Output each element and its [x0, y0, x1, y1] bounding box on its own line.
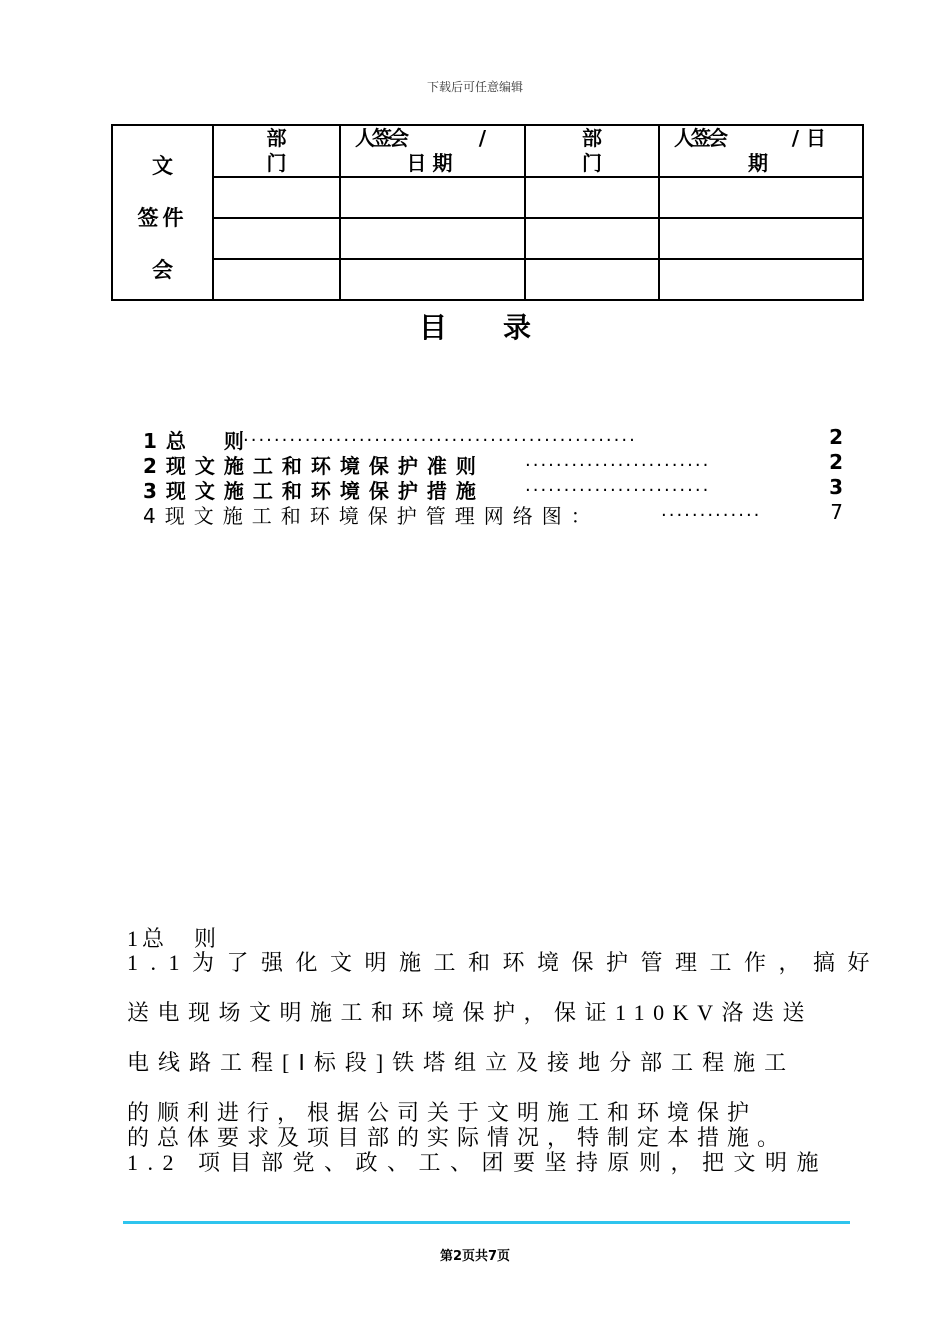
section-heading: 1总 则: [127, 926, 221, 951]
blank-cell[interactable]: [340, 218, 525, 259]
toc-dot-leader: ........................: [525, 475, 711, 496]
toc-page-number: 2: [829, 425, 843, 449]
blank-cell[interactable]: [213, 177, 340, 218]
toc-page-number: 3: [829, 475, 843, 499]
footer-divider: [123, 1221, 850, 1224]
blank-cell[interactable]: [340, 259, 525, 300]
toc-entry-label: 3现文施工和环境保护措施: [143, 479, 485, 503]
toc-page-number: 2: [829, 450, 843, 474]
body-line: 送电现场文明施工和环境保护，保证110KV洛迭送: [127, 1000, 813, 1025]
toc-title: 目录: [418, 311, 587, 344]
body-line: 的总体要求及项目部的实际情况，特制定本措施。: [127, 1125, 788, 1150]
dept-header-2: [525, 125, 659, 177]
toc-entry-label: 4现文施工和环境保护管理网络图：: [143, 504, 600, 528]
body-line: 电线路工程[Ⅰ标段]铁塔组立及接地分部工程施工: [127, 1050, 796, 1075]
toc-dot-leader: ...................................................: [243, 425, 637, 446]
countersign-table: [111, 124, 864, 301]
blank-cell[interactable]: [525, 218, 659, 259]
blank-cell[interactable]: [659, 177, 863, 218]
signer-date-header-2: [659, 125, 863, 177]
toc-entry-label: 1总 则: [143, 429, 253, 453]
signer-label: 人签会: [674, 126, 725, 150]
toc-entry-label: 2现文施工和环境保护准则: [143, 454, 485, 478]
blank-cell[interactable]: [659, 259, 863, 300]
toc-entry[interactable]: [143, 425, 843, 453]
toc-entry[interactable]: [143, 450, 843, 478]
blank-cell[interactable]: [340, 177, 525, 218]
date-label: 期: [748, 151, 774, 175]
dept-header-bottom: 门: [582, 151, 602, 175]
body-line: 的顺利进行，根据公司关于文明施工和环境保护: [127, 1100, 758, 1125]
label-qianjian: 签件: [137, 206, 188, 230]
slash: /: [478, 126, 486, 150]
countersign-label-cell: [112, 125, 213, 300]
toc-dot-leader: ........................: [525, 450, 711, 471]
signer-label: 人签会: [355, 126, 406, 150]
body-line: 1.1为了强化文明施工和环境保护管理工作，搞好: [127, 950, 883, 975]
toc-entry[interactable]: [143, 500, 843, 528]
label-wen: 文: [152, 154, 173, 178]
dept-header-top: 部: [582, 126, 602, 150]
page-footer: 第2页共7页: [439, 1249, 511, 1264]
dept-header-top: 部: [266, 126, 287, 150]
dept-header-bottom: 门: [266, 151, 287, 175]
blank-cell[interactable]: [525, 177, 659, 218]
dept-header-1: [213, 125, 340, 177]
slash-date: / 日: [791, 126, 826, 150]
top-note: 下载后可任意编辑: [426, 80, 523, 94]
date-label: 日期: [406, 151, 459, 175]
label-hui: 会: [152, 258, 173, 282]
toc-page-number: 7: [830, 500, 843, 524]
toc-entry[interactable]: [143, 475, 843, 503]
toc-dot-leader: .............: [661, 500, 762, 521]
body-line: 1.2 项目部党、政、工、团要坚持原则，把文明施: [127, 1150, 829, 1175]
blank-cell[interactable]: [213, 259, 340, 300]
blank-cell[interactable]: [213, 218, 340, 259]
blank-cell[interactable]: [525, 259, 659, 300]
signer-date-header-1: [340, 125, 525, 177]
blank-cell[interactable]: [659, 218, 863, 259]
